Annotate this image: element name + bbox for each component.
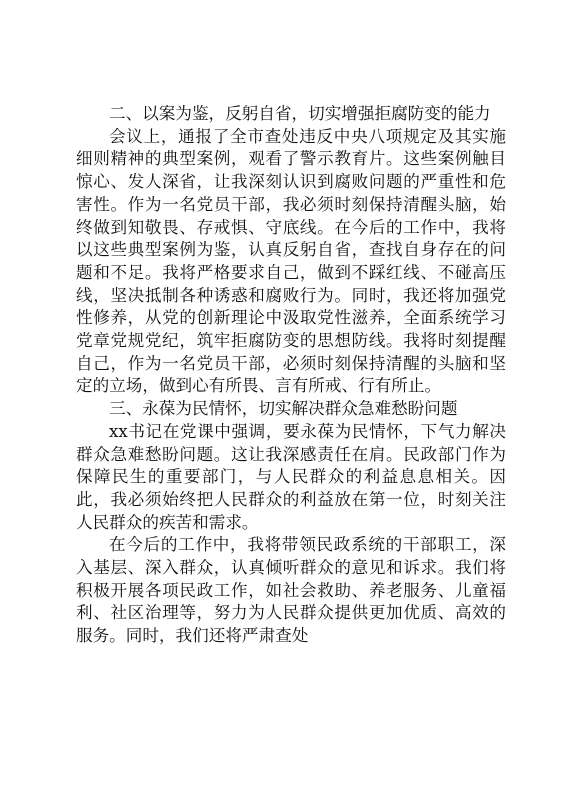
body-paragraph: 在今后的工作中，我将带领民政系统的干部职工，深入基层、深入群众，认真倾听群众的意见和诉求。我们将积极开展各项民政工作，如社会救助、养老服务、儿童福利、社区治理等，努力为人民群众提供更加优质、高效的服务。同时，我们还将严肃查处 (76, 535, 506, 646)
body-paragraph: 会议上，通报了全市查处违反中央八项规定及其实施细则精神的典型案例，观看了警示教育片。这些案例触目惊心、发人深省，让我深刻认识到腐败问题的严重性和危害性。作为一名党员干部，我必须时刻保持清醒头脑，始终做到知敬畏、存戒惧、守底线。在今后的工作中，我将以这些典型案例为鉴，认真反躬自省，查找自身存在的问题和不足。我将严格要求自己，做到不踩红线、不碰高压线，坚决抵制各种诱惑和腐败行为。同时，我还将加强党性修养，从党的创新理论中汲取党性滋养，全面系统学习党章党规党纪，筑牢拒腐防变的思想防线。我将时刻提醒自己，作为一名党员干部，必须时刻保持清醒的头脑和坚定的立场，做到心有所畏、言有所戒、行有所止。 (76, 126, 506, 396)
section-heading: 二、以案为鉴，反躬自省，切实增强拒腐防变的能力 (109, 104, 491, 123)
body-paragraph: xx书记在党课中强调，要永葆为民情怀，下气力解决群众急难愁盼问题。这让我深感责任在肩。民政部门作为保障民生的重要部门，与人民群众的利益息息相关。因此，我必须始终把人民群众的利益放在第一位，时刻关注人民群众的疾苦和需求。 (76, 421, 506, 532)
section-heading: 三、永葆为民情怀，切实解决群众急难愁盼问题 (109, 399, 458, 419)
document-body (76, 103, 506, 648)
